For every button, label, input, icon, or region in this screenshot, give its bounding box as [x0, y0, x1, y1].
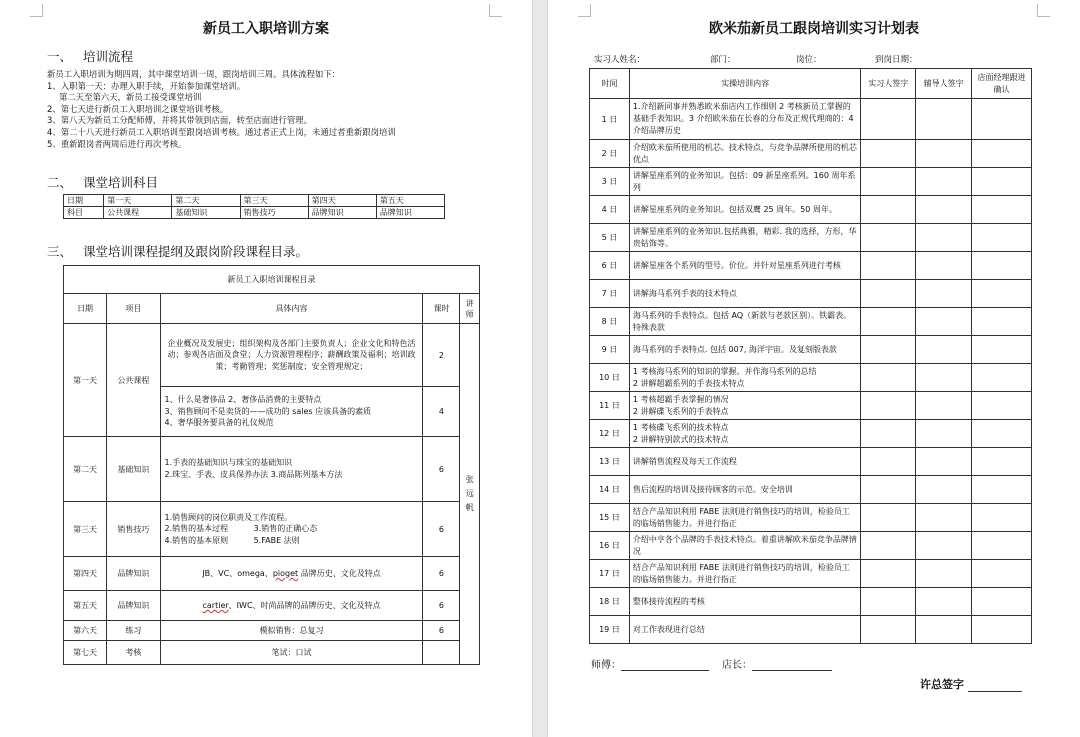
- mentor-signature-line: [621, 660, 709, 671]
- manager-confirm-cell[interactable]: [972, 560, 1032, 588]
- day-cell: 8 日: [590, 308, 630, 336]
- training-content-cell: 讲解海马系列手表的技术特点: [629, 280, 860, 308]
- table-row: [590, 168, 1032, 196]
- table-row: [590, 196, 1032, 224]
- table-row: [590, 616, 1032, 644]
- table-row: 第七天 考核 笔试：口试: [64, 641, 480, 665]
- day-cell: 18 日: [590, 588, 630, 616]
- mentor-sign-cell[interactable]: [916, 140, 972, 168]
- day-cell: 2 日: [590, 140, 630, 168]
- column-header: 实习人签字: [861, 69, 916, 99]
- column-header: 课时: [423, 294, 460, 324]
- table-row: 第六天 练习 模拟销售：总复习 6: [64, 621, 480, 641]
- training-content-cell: 结合产品知识利用 FABE 法则进行销售技巧的培训，检验员工的临场销售能力。并进行指正: [629, 504, 860, 532]
- column-header: 实操培训内容: [629, 69, 860, 99]
- table-row: 第二天 基础知识 1.手表的基础知识与珠宝的基础知识 2.珠宝、手表、皮具保养办法 3.商品陈列基本方法 6: [64, 437, 480, 502]
- mentor-sign-cell[interactable]: [916, 196, 972, 224]
- table-row: 第三天 销售技巧 1.销售顾问的岗位职责及工作流程。 2.销售的基本过程 3.销售的正确心态 4.销售的基本原则 5.FABE 法则 6: [64, 502, 480, 557]
- mentor-sign-cell[interactable]: [916, 364, 972, 392]
- manager-signature: 店长：: [722, 656, 832, 671]
- section1-heading: 一、 培训流程: [47, 49, 134, 64]
- training-content-cell: 讲解星座各个系列的型号。价位。并针对星座系列进行考核: [629, 252, 860, 280]
- table-row: [590, 448, 1032, 476]
- day-cell: 17 日: [590, 560, 630, 588]
- column-header: 店面经理跟进确认: [972, 69, 1032, 99]
- training-content-cell: 讲解星座系列的业务知识.包括典雅，精彩. 我的选择，方形，华贵钻饰等。: [629, 224, 860, 252]
- intern-sign-cell[interactable]: [861, 420, 916, 448]
- table-row: [590, 476, 1032, 504]
- mentor-sign-cell[interactable]: [916, 168, 972, 196]
- training-content-cell: 1.介绍新同事并熟悉欧米茄店内工作细则 2 考核新员工掌握的基础手表知识。3 介绍欧米茄在长春的分布及正规代理商的：4 介绍品牌历史: [629, 99, 860, 140]
- dept-label: 部门：: [710, 55, 736, 65]
- course-catalog-table: [63, 265, 480, 665]
- table-row: [590, 364, 1032, 392]
- table-row: 第四天 品牌知识 JB、VC、omega、pioget 品牌历史、文化及特点 6: [64, 557, 480, 591]
- intern-sign-cell[interactable]: [861, 616, 916, 644]
- gm-signature-line: [968, 681, 1022, 692]
- day-cell: 14 日: [590, 476, 630, 504]
- crop-mark: [578, 4, 591, 17]
- training-content-cell: 结合产品知识利用 FABE 法则进行销售技巧的培训，检验员工的临场销售能力。并进行指正: [629, 560, 860, 588]
- intern-sign-cell[interactable]: [861, 308, 916, 336]
- intern-name-label: 实习人姓名：: [594, 55, 646, 65]
- intern-sign-cell[interactable]: [861, 336, 916, 364]
- mentor-sign-cell[interactable]: [916, 99, 972, 140]
- training-plan-table: [589, 68, 1032, 644]
- manager-confirm-cell[interactable]: [972, 504, 1032, 532]
- table-row: [590, 99, 1032, 140]
- day-cell: 5 日: [590, 224, 630, 252]
- table-row: 日期 第一天 第二天 第三天 第四天 第五天: [64, 195, 445, 207]
- position-label: 岗位：: [796, 55, 822, 65]
- mentor-sign-cell[interactable]: [916, 560, 972, 588]
- manager-confirm-cell[interactable]: [972, 588, 1032, 616]
- day-cell: 7 日: [590, 280, 630, 308]
- intern-sign-cell[interactable]: [861, 168, 916, 196]
- intern-sign-cell[interactable]: [861, 196, 916, 224]
- left-doc-title: 新员工入职培训方案: [203, 21, 329, 37]
- intern-sign-cell[interactable]: [861, 140, 916, 168]
- table-row: [590, 224, 1032, 252]
- training-content-cell: 1 考核海马系列的知识的掌握。并作海马系列的总结 2 讲解超霸系列的手表技术特点: [629, 364, 860, 392]
- training-content-cell: 整体接待流程的考核: [629, 588, 860, 616]
- training-content-cell: 讲解星座系列的业务知识。包括：09 新星座系列。160 周年系列: [629, 168, 860, 196]
- mentor-sign-cell[interactable]: [916, 588, 972, 616]
- crop-mark: [1037, 4, 1050, 17]
- intern-sign-cell[interactable]: [861, 99, 916, 140]
- intern-sign-cell[interactable]: [861, 252, 916, 280]
- table-row: [590, 392, 1032, 420]
- day-cell: 16 日: [590, 532, 630, 560]
- manager-confirm-cell[interactable]: [972, 532, 1032, 560]
- brand-content: cartier、IWC、时尚品牌的品牌历史、文化及特点: [160, 591, 423, 621]
- table-row: [590, 336, 1032, 364]
- table-header-row: [64, 294, 480, 324]
- training-content-cell: 对工作表现进行总结: [629, 616, 860, 644]
- mentor-sign-cell[interactable]: [916, 308, 972, 336]
- section2-heading: 二、 课堂培训科目: [47, 175, 159, 190]
- table-header-row: [590, 69, 1032, 99]
- day-cell: 3 日: [590, 168, 630, 196]
- table-row: [64, 266, 480, 294]
- table-row: [590, 560, 1032, 588]
- manager-confirm-cell[interactable]: [972, 420, 1032, 448]
- manager-confirm-cell[interactable]: [972, 308, 1032, 336]
- day-cell: 12 日: [590, 420, 630, 448]
- day-cell: 4 日: [590, 196, 630, 224]
- column-header: 讲师: [460, 294, 480, 324]
- day-cell: 11 日: [590, 392, 630, 420]
- mentor-signature: 师傅：: [591, 656, 709, 671]
- table-row: [590, 588, 1032, 616]
- manager-confirm-cell[interactable]: [972, 196, 1032, 224]
- intern-sign-cell[interactable]: [861, 448, 916, 476]
- training-content-cell: 海马系列的手表特点。包括 AQ（新款与老款区别）。铁霸表。特殊表款: [629, 308, 860, 336]
- training-content-cell: 讲解销售流程及每天工作流程: [629, 448, 860, 476]
- arrival-date-label: 到岗日期：: [875, 55, 918, 65]
- mentor-sign-cell[interactable]: [916, 392, 972, 420]
- manager-confirm-cell[interactable]: [972, 448, 1032, 476]
- column-header: 日期: [64, 294, 107, 324]
- day-cell: 15 日: [590, 504, 630, 532]
- table-row: [590, 420, 1032, 448]
- manager-confirm-cell[interactable]: [972, 252, 1032, 280]
- training-content-cell: 海马系列的手表特点. 包括 007, 海洋宇宙。及复刻版表款: [629, 336, 860, 364]
- gm-signature: 许总签字: [920, 676, 1022, 692]
- process-line: 新员工入职培训为期四周，其中课堂培训一周，跟岗培训三周。具体流程如下：: [47, 69, 341, 79]
- table-row: [590, 140, 1032, 168]
- intern-sign-cell[interactable]: [861, 532, 916, 560]
- process-line: 1、入职第一天：办理入职手续，开始参加课堂培训。: [47, 80, 245, 91]
- intern-sign-cell[interactable]: [861, 476, 916, 504]
- mentor-sign-cell[interactable]: [916, 504, 972, 532]
- day-cell: 6 日: [590, 252, 630, 280]
- mentor-sign-cell[interactable]: [916, 420, 972, 448]
- intern-sign-cell[interactable]: [861, 280, 916, 308]
- intern-sign-cell[interactable]: [861, 588, 916, 616]
- mentor-sign-cell[interactable]: [916, 336, 972, 364]
- mentor-sign-cell[interactable]: [916, 224, 972, 252]
- training-content-cell: 介绍中亨各个品牌的手表技术特点。着重讲解欧米茄竞争品牌情况: [629, 532, 860, 560]
- day-cell: 1 日: [590, 99, 630, 140]
- manager-confirm-cell[interactable]: [972, 168, 1032, 196]
- subjects-table: [63, 194, 445, 219]
- column-header: 项目: [107, 294, 160, 324]
- training-content-cell: 1 考核超霸手表掌握的情况 2 讲解碟飞系列的手表特点: [629, 392, 860, 420]
- training-content-cell: 1 考核碟飞系列的技术特点 2 讲解特别款式的技术特点: [629, 420, 860, 448]
- mentor-sign-cell[interactable]: [916, 532, 972, 560]
- manager-confirm-cell[interactable]: [972, 99, 1032, 140]
- mentor-sign-cell[interactable]: [916, 280, 972, 308]
- column-header: 时间: [590, 69, 630, 99]
- mentor-sign-cell[interactable]: [916, 252, 972, 280]
- process-line: 3、第八天为新员工分配师傅，并将其带领到店面，转至店面进行管理。: [47, 115, 312, 126]
- intern-sign-cell[interactable]: [861, 560, 916, 588]
- process-line: 5、重新跟岗者两周后进行再次考核。: [47, 138, 187, 149]
- table-row: 1、什么是奢侈品 2、奢侈品消费的主要特点 3、销售顾问不是卖货的——成功的 sales 应该具备的素质 4、奢华服务要具备的礼仪规范 4: [64, 387, 480, 437]
- right-document-page: [548, 0, 1080, 737]
- crop-mark: [489, 4, 502, 17]
- manager-confirm-cell[interactable]: [972, 224, 1032, 252]
- right-doc-title: 欧米茄新员工跟岗培训实习计划表: [709, 21, 919, 37]
- process-line: 4、第二十八天进行新员工入职培训至跟岗培训考核。通过者正式上岗，未通过者重新跟岗培训: [47, 126, 396, 137]
- training-content-cell: 讲解星座系列的业务知识。包括双鹰 25 周年。50 周年。: [629, 196, 860, 224]
- day-cell: 10 日: [590, 364, 630, 392]
- table-row: [590, 308, 1032, 336]
- mentor-sign-cell[interactable]: [916, 476, 972, 504]
- intern-sign-cell[interactable]: [861, 224, 916, 252]
- table-row: [590, 532, 1032, 560]
- process-line: 2、第七天进行新员工入职培训之课堂培训考核。: [47, 103, 229, 114]
- manager-confirm-cell[interactable]: [972, 616, 1032, 644]
- teacher-name: 张远帆: [460, 324, 480, 665]
- day-cell: 13 日: [590, 448, 630, 476]
- table-row: 第五天 品牌知识 cartier、IWC、时尚品牌的品牌历史、文化及特点 6: [64, 591, 480, 621]
- table-row: [590, 280, 1032, 308]
- intern-sign-cell[interactable]: [861, 504, 916, 532]
- brand-content: JB、VC、omega、pioget 品牌历史、文化及特点: [160, 557, 423, 591]
- column-header: 辅导人签字: [916, 69, 972, 99]
- mentor-sign-cell[interactable]: [916, 448, 972, 476]
- day-cell: 9 日: [590, 336, 630, 364]
- manager-confirm-cell[interactable]: [972, 336, 1032, 364]
- left-document-page: [0, 0, 532, 737]
- catalog-title: 新员工入职培训课程目录: [64, 266, 480, 294]
- manager-confirm-cell[interactable]: [972, 140, 1032, 168]
- table-row: 科目 公共课程 基础知识 销售技巧 品牌知识 品牌知识: [64, 207, 445, 219]
- intern-sign-cell[interactable]: [861, 392, 916, 420]
- section3-heading: 三、 课堂培训课程提纲及跟岗阶段课程目录。: [47, 244, 309, 259]
- table-row: 第一天 公共课程 企业概况及发展史；组织架构及各部门主要负责人；企业文化和特色活动；参观各店面及食堂；人力资源管理程序；薪酬政策及福利；培训政策；考勤管理；奖惩制度；安全管理规定； 2 张远帆: [64, 324, 480, 387]
- manager-confirm-cell[interactable]: [972, 280, 1032, 308]
- training-content-cell: 售后流程的培训及接待顾客的示范。安全培训: [629, 476, 860, 504]
- table-row: [590, 252, 1032, 280]
- manager-confirm-cell[interactable]: [972, 392, 1032, 420]
- table-row: [590, 504, 1032, 532]
- mentor-sign-cell[interactable]: [916, 616, 972, 644]
- manager-confirm-cell[interactable]: [972, 476, 1032, 504]
- section1-body: [47, 69, 477, 150]
- training-content-cell: 介绍欧米茄所使用的机芯。技术特点，与竞争品牌所使用的机芯优点: [629, 140, 860, 168]
- process-line: 第二天至第六天，新员工接受课堂培训: [59, 92, 202, 103]
- manager-signature-line: [752, 660, 832, 671]
- intern-sign-cell[interactable]: [861, 364, 916, 392]
- crop-mark: [30, 4, 43, 17]
- column-header: 具体内容: [160, 294, 423, 324]
- day-cell: 19 日: [590, 616, 630, 644]
- manager-confirm-cell[interactable]: [972, 364, 1032, 392]
